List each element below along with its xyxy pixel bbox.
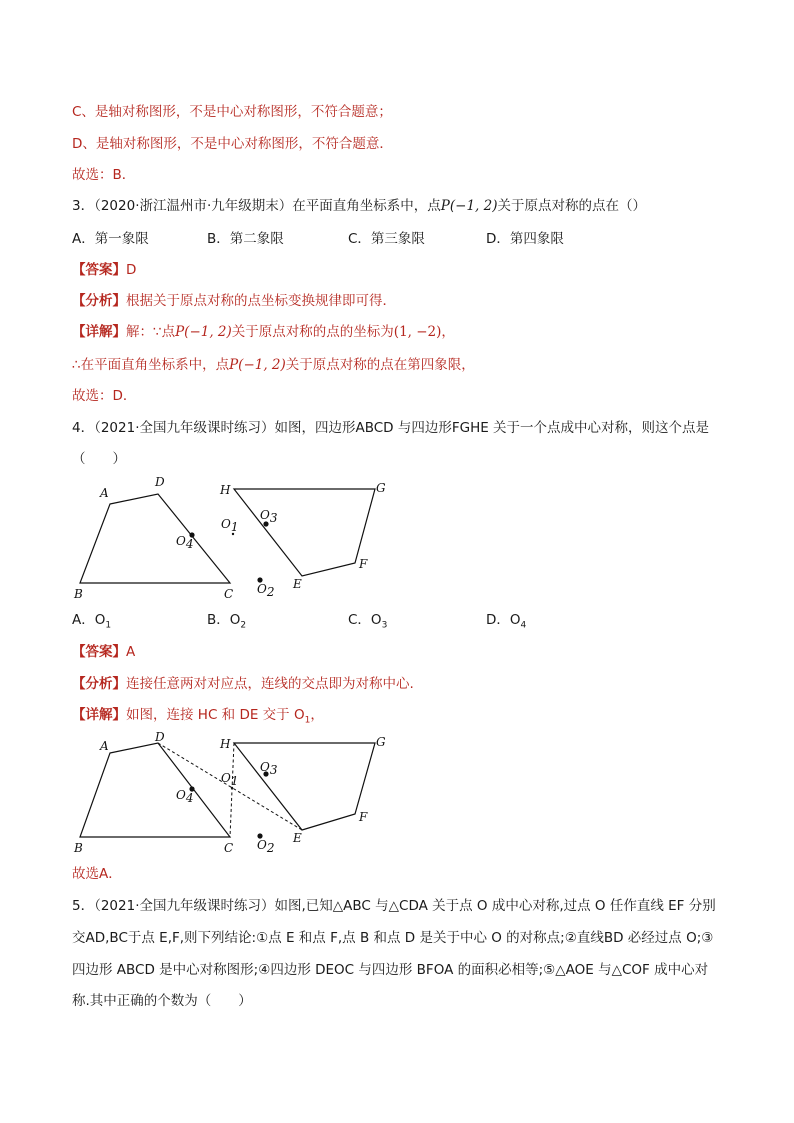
q3-detail-comma: ， [441,324,455,340]
label-e: E [293,577,302,591]
q5-line2: 交AD,BC于点 E,F,则下列结论:①点 E 和点 F,点 B 和点 D 是关于中心 O 的对称点;②直线BD 必经过点 O;③ [72,930,714,946]
q4-analysis: 连接任意两对对应点，连线的交点即为对称中心. [126,676,414,692]
label-g: G [376,481,386,495]
q3-analysis-tag: 【分析】 [72,293,126,309]
q3-detail-tag: 【详解】 [72,324,126,340]
q5-line1: 5．（2021·全国九年级课时练习）如图,已知△ABC 与△CDA 关于点 O 成中心对称,过点 O 任作直线 EF 分别 [72,898,716,914]
because-symbol: ∵ [153,324,162,340]
q4-stem-line1: 4．（2021·全国九年级课时练习）如图，四边形ABCD 与四边形FGHE 关于一个点成中心对称，则这个点是 [72,420,710,436]
q4-option-c: C．$O_3$ [348,612,388,631]
point-o3 [263,521,268,526]
label-a: A [100,739,109,753]
label-o2: O2 [257,582,275,599]
q3-detail-row [72,322,455,342]
q4-analysis-row [72,674,414,694]
prev-option-c-explanation: C、是轴对称图形，不是中心对称图形，不符合题意； [72,104,392,120]
q3-conclusion-point: P(−1, 2) [229,357,286,373]
q4-detail-sub: 1 [304,715,311,726]
label-f: F [359,810,368,824]
quad-abcd [80,743,230,837]
quad-hgfe [234,743,375,830]
label-o4: O4 [176,534,194,551]
q3-sym-point: (1, −2) [393,324,442,340]
label-o1: O1 [221,771,239,788]
q4-answer: A [126,644,136,660]
label-o4: O4 [176,788,194,805]
label-c: C [224,587,234,601]
q3-answer: D [126,262,137,278]
q4-analysis-tag: 【分析】 [72,676,126,692]
quad-abcd [80,494,230,583]
prev-selection: 故选：B． [72,167,136,183]
q3-analysis-row [72,291,396,311]
q4-option-d: D．$O_4$ [486,612,527,631]
q3-option-c: C．第三象限 [348,231,425,247]
q4-answer-tag: 【答案】 [72,644,126,660]
q5-line4: 称.其中正确的个数为（ ） [72,993,252,1009]
therefore-symbol: ∴ [72,357,81,373]
q4-option-a: A．$O_1$ [72,612,112,631]
q3-detail-start: 解： [126,324,153,340]
label-h: H [220,483,231,497]
q3-answer-tag: 【答案】 [72,262,126,278]
q3-detail-point: P(−1, 2) [175,324,232,340]
q3-stem [72,196,646,216]
q3-option-b: B．第二象限 [207,231,284,247]
q3-point: P(−1, 2) [440,198,498,214]
q4-option-b: B．$O_2$ [207,612,247,631]
label-e: E [293,831,302,845]
q4-stem-line2: （ ） [72,451,126,467]
q4-selection: 故选A． [72,866,122,882]
q3-conclusion-row [72,355,475,375]
q3-option-d: D．第四象限 [486,231,564,247]
label-c: C [224,841,234,855]
label-o3: O3 [260,760,278,777]
q3-analysis: 根据关于原点对称的点坐标变换规律即可得． [126,293,396,309]
label-g: G [376,735,386,749]
label-o1: O1 [221,517,239,534]
q3-detail-mid: 关于原点对称的点的坐标为 [231,324,394,340]
q5-line3: 四边形 ABCD 是中心对称图形;④四边形 DEOC 与四边形 BFOA 的面积必相等;⑤△AOE 与△COF 成中心对 [72,962,709,978]
prev-option-d-explanation: D、是轴对称图形，不是中心对称图形，不符合题意． [72,136,393,152]
label-d: D [155,730,165,744]
q3-detail-point-label: 点 [161,324,176,340]
q3-conclusion-end: 关于原点对称的点在第四象限， [285,357,475,373]
label-h: H [220,737,231,751]
q3-stem-start: 3．（2020·浙江温州市·九年级期末）在平面直角坐标系中，点 [72,198,441,214]
label-o2: O2 [257,838,275,855]
q4-detail-tag: 【详解】 [72,707,126,723]
label-b: B [74,841,83,855]
q4-answer-row [72,642,135,662]
q3-answer-row [72,260,136,280]
label-d: D [155,475,165,489]
segment-hc [230,743,234,837]
q4-solution-figure [70,728,400,860]
q3-stem-end: 关于原点对称的点在（） [497,198,646,214]
label-b: B [74,587,83,601]
q3-option-a: A．第一象限 [72,231,149,247]
q4-figure [70,472,400,604]
q3-selection: 故选：D． [72,388,137,404]
quad-hgfe [234,489,375,576]
label-o3: O3 [260,508,278,525]
label-a: A [100,486,109,500]
q4-detail-row [72,705,324,731]
q4-detail: 如图，连接 HC 和 DE 交于 O [126,707,305,723]
q3-conclusion-start: 在平面直角坐标系中，点 [80,357,230,373]
q4-detail-end: ， [310,707,324,723]
label-f: F [359,557,368,571]
